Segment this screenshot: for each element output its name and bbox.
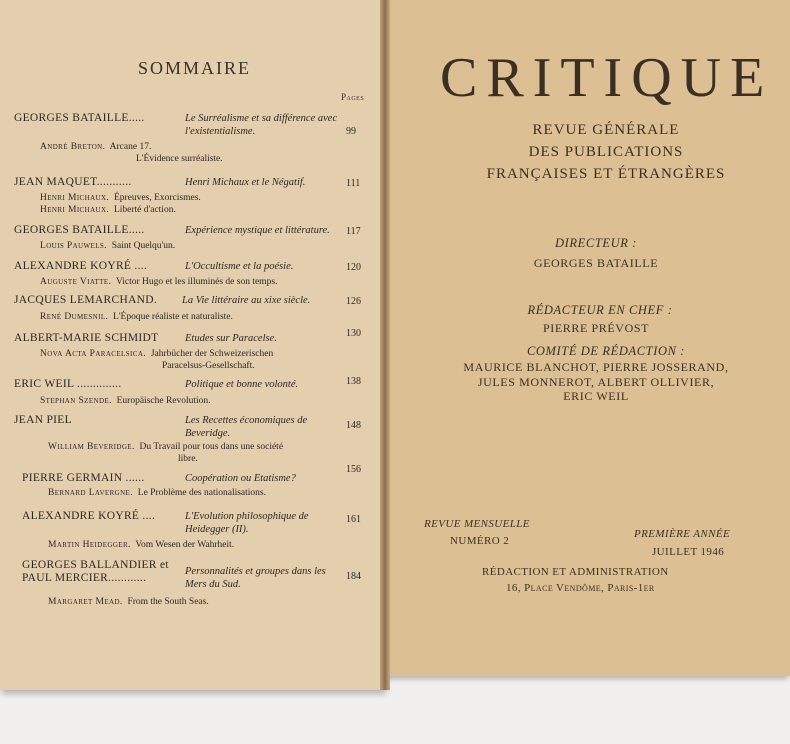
- toc-author: GEORGES BATAILLE.....: [14, 112, 145, 124]
- toc-page-number: 156: [346, 464, 361, 475]
- comite-member-line: ERIC WEIL: [563, 389, 629, 403]
- review-author: Margaret Mead.: [48, 597, 123, 607]
- review-author: Auguste Viatte.: [40, 277, 112, 287]
- toc-review: [40, 142, 151, 154]
- redacteur-label: RÉDACTEUR EN CHEF :: [527, 303, 673, 317]
- frequency-label: REVUE MENSUELLE: [424, 518, 530, 530]
- toc-article-title: La Vie littéraire au xixe siècle.: [182, 295, 311, 306]
- toc-review: [40, 396, 211, 408]
- review-work: L'Époque réaliste et naturaliste.: [113, 312, 233, 322]
- toc-article-title: Personnalités et groupes dans les Mers du Sud.: [185, 566, 326, 590]
- redacteur-name: PIERRE PRÉVOST: [542, 321, 650, 335]
- toc-author: PIERRE GERMAIN ......: [22, 472, 145, 484]
- toc-article-title: Politique et bonne volonté.: [185, 379, 299, 390]
- pages-column-label: Pages: [341, 92, 365, 102]
- toc-review: [40, 241, 175, 253]
- review-work: Victor Hugo et les illuminés de son temps.: [115, 277, 278, 287]
- toc-review: [48, 540, 234, 552]
- review-work: Arcane 17.: [109, 142, 152, 152]
- toc-author: ALBERT-MARIE SCHMIDT: [14, 332, 159, 344]
- review-work: L'Évidence surréaliste.: [136, 154, 223, 164]
- sommaire-title: SOMMAIRE: [138, 58, 252, 78]
- review-work: Liberté d'action.: [113, 205, 176, 215]
- toc-page-number: 117: [346, 226, 361, 237]
- address: 16, Place Vendôme, Paris-1er: [506, 582, 655, 594]
- review-author: Nova Acta Paracelsica.: [40, 349, 147, 359]
- toc-author: JEAN MAQUET...........: [14, 176, 132, 188]
- toc-review: [48, 488, 266, 500]
- toc-article-title: L'Evolution philosophique de Heidegger (II).: [185, 511, 309, 535]
- review-work: libre.: [178, 454, 198, 464]
- toc-author: ALEXANDRE KOYRÉ ....: [22, 510, 156, 522]
- review-work: Épreuves, Exorcismes.: [113, 193, 201, 203]
- review-work: From the South Seas.: [127, 597, 209, 607]
- toc-review: [48, 442, 283, 454]
- masthead-title: CRITIQUE: [440, 47, 774, 109]
- book-spine: [380, 0, 390, 690]
- issue-number: NUMÉRO 2: [450, 535, 510, 547]
- toc-review: [162, 361, 255, 373]
- toc-article-title: Expérience mystique et littérature.: [185, 225, 330, 236]
- toc-author: GEORGES BATAILLE.....: [14, 224, 145, 236]
- directeur-name: GEORGES BATAILLE: [533, 256, 659, 270]
- review-author: Louis Pauwels.: [40, 241, 107, 251]
- review-author: Martin Heidegger.: [48, 540, 131, 550]
- review-author: Henri Michaux.: [40, 205, 110, 215]
- review-work: Jahrbücher der Schweizerischen: [150, 349, 274, 359]
- review-author: Bernard Lavergne.: [48, 488, 134, 498]
- toc-review: [40, 349, 273, 361]
- toc-page-number: 161: [346, 514, 361, 525]
- comite-member-line: JULES MONNEROT, ALBERT OLLIVIER,: [477, 375, 715, 389]
- issue-date: JUILLET 1946: [652, 546, 725, 558]
- review-author: André Breton.: [40, 142, 106, 152]
- review-work: Le Problème des nationalisations.: [137, 488, 266, 498]
- toc-article-title: Coopération ou Etatisme?: [185, 473, 296, 484]
- toc-page-number: 99: [346, 126, 356, 137]
- toc-page-number: 111: [346, 178, 361, 189]
- toc-review: [136, 154, 223, 166]
- toc-page-number: 148: [346, 420, 361, 431]
- subtitle-line: DES PUBLICATIONS: [528, 144, 684, 160]
- review-work: Du Travail pour tous dans une société: [139, 442, 284, 452]
- review-work: Vom Wesen der Wahrheit.: [135, 540, 235, 550]
- toc-page-number: 184: [346, 571, 361, 582]
- toc-article-title: Le Surréalisme et sa différence avec l'existentialisme.: [185, 113, 338, 137]
- toc-article-title: Etudes sur Paracelse.: [185, 333, 277, 344]
- review-author: Stephan Szende.: [40, 396, 112, 406]
- toc-article-title: Les Recettes économiques de Beveridge.: [185, 415, 308, 439]
- toc-page-number: 138: [346, 376, 361, 387]
- subtitle-line: FRANÇAISES ET ÉTRANGÈRES: [486, 166, 726, 182]
- toc-review: [40, 193, 201, 205]
- toc-author: ALEXANDRE KOYRÉ ....: [14, 260, 148, 272]
- review-author: William Beveridge.: [48, 442, 135, 452]
- review-work: Europäische Revolution.: [116, 396, 211, 406]
- toc-review: [40, 277, 277, 289]
- review-work: Saint Quelqu'un.: [111, 241, 176, 251]
- toc-review: [40, 312, 233, 324]
- toc-author: JACQUES LEMARCHAND.: [14, 294, 158, 306]
- toc-review: [178, 454, 198, 466]
- toc-review: [40, 205, 176, 217]
- toc-article-title: Henri Michaux et le Négatif.: [185, 177, 306, 188]
- subtitle-line: REVUE GÉNÉRALE: [532, 122, 680, 138]
- toc-page-number: 130: [346, 328, 361, 339]
- year-label: PREMIÈRE ANNÉE: [634, 528, 731, 540]
- toc-author: GEORGES BALLANDIER et: [22, 559, 169, 571]
- review-work: Paracelsus-Gesellschaft.: [162, 361, 255, 371]
- directeur-label: DIRECTEUR :: [555, 236, 637, 250]
- toc-page-number: 120: [346, 262, 361, 273]
- toc-review: [48, 597, 209, 609]
- admin-label: RÉDACTION ET ADMINISTRATION: [482, 566, 669, 578]
- toc-author: JEAN PIEL: [14, 414, 72, 426]
- review-author: Henri Michaux.: [40, 193, 110, 203]
- review-author: René Dumesnil.: [40, 312, 109, 322]
- comite-label: COMITÉ DE RÉDACTION :: [526, 344, 686, 358]
- toc-article-title: L'Occultisme et la poésie.: [185, 261, 294, 272]
- toc-author: ERIC WEIL ..............: [14, 378, 122, 390]
- toc-page-number: 126: [346, 296, 361, 307]
- comite-member-line: MAURICE BLANCHOT, PIERRE JOSSERAND,: [463, 360, 729, 374]
- toc-author: PAUL MERCIER............: [22, 572, 147, 584]
